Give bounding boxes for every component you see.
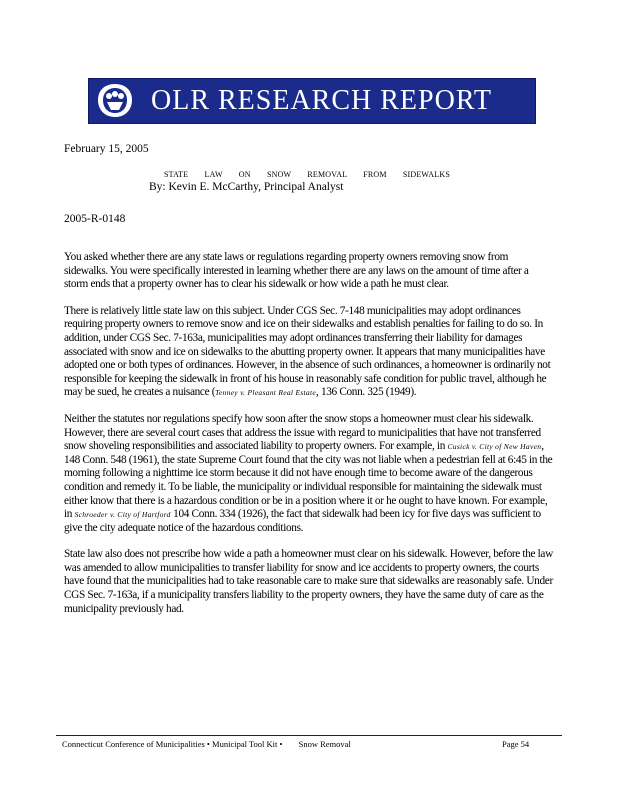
footer-rule <box>56 735 562 736</box>
case-citation: Tenney v. Pleasant Real Estate <box>215 388 316 398</box>
paragraph-question: You asked whether there are any state laws or regulations regarding property owners removing snow from sidewalks. You were specifically interested in learning whether there are any laws on the amount of time after a storm ends that a property owner has to clear his sidewalk or how wide a path he must clear. <box>64 251 529 291</box>
report-date: February 15, 2005 <box>64 143 149 155</box>
case-citation: Schroeder v. City of Hartford <box>74 510 171 520</box>
page-footer <box>62 739 558 749</box>
footer-page-number: Page 54 <box>502 739 530 749</box>
report-body <box>64 251 553 629</box>
paragraph-path-width: State law also does not prescribe how wide a path a homeowner must clear on his sidewalk. However, before the law was amended to allow municipalities to transfer liability for snow and ice accidents to property owners, the courts have found that the municipalities had to take reasonable care to make sure that sidewalks are reasonably safe. Under CGS Sec. 7-163a, if a municipality transfers liability to the property owners, they have the same duty of care as the municipality previously had. <box>64 548 553 615</box>
paragraph-text: There is relatively little state law on this subject. Under CGS Sec. 7-148 municipalities may adopt ordinances requiring property owners to remove snow and ice on their sidewalks and establish penalties for failing to do so. In addition, under CGS Sec. 7-163a, municipalities may adopt ordinances transferring their liability for damages associated with snow and ice on sidewalks to the abutting property owner. It appears that many municipalities have adopted one or both types of ordinances. However, in the absence of such ordinances, a homeowner is ordinarily not responsible for keeping the sidewalk in front of his house in reasonably safe condition for public travel, although he may be sued, he creates a nuisance ( <box>64 304 551 399</box>
paragraph-text: 104 Conn. 334 (1926), the fact that sidewalk had been icy for five days was sufficient to give the city adequate notice of the hazardous conditions. <box>64 508 541 534</box>
paragraph-timing <box>64 413 553 535</box>
paragraph-text: , 136 Conn. 325 (1949). <box>316 386 417 399</box>
report-byline: By: Kevin E. McCarthy, Principal Analyst <box>149 181 344 193</box>
paragraph-text: , 148 Conn. 548 (1961), the state Supreme Court found that the city was not liable when a pedestrian fell at 6:45 in the morning following a nighttime ice storm because it did not have enough time to become aware of the dangerous condition and remedy it. To be liable, the municipality or individual responsible for maintaining the sidewalk must either know that there is a hazardous condition or be in a position where it or he ought to have known. For example, in <box>64 440 553 521</box>
footer-topic: Snow Removal <box>298 739 351 749</box>
paragraph-state-law <box>64 305 553 400</box>
report-number: 2005-R-0148 <box>64 213 126 225</box>
footer-source: Connecticut Conference of Municipalities • Municipal Tool Kit • <box>62 739 283 749</box>
report-banner <box>88 78 536 124</box>
paragraph-text: Neither the statutes nor regulations specify how soon after the snow stops a homeowner must clear his sidewalk. However, there are several court cases that address the issue with regard to municipalities that have not transferred snow shoveling responsibilities and associated liability to property owners. For example, in <box>64 412 541 453</box>
report-subject: STATE LAW ON SNOW REMOVAL FROM SIDEWALKS <box>164 170 450 179</box>
banner-title: OLR RESEARCH REPORT <box>151 85 492 116</box>
case-citation: Cusick v. City of New Haven <box>447 442 542 452</box>
state-seal-icon <box>95 82 135 119</box>
